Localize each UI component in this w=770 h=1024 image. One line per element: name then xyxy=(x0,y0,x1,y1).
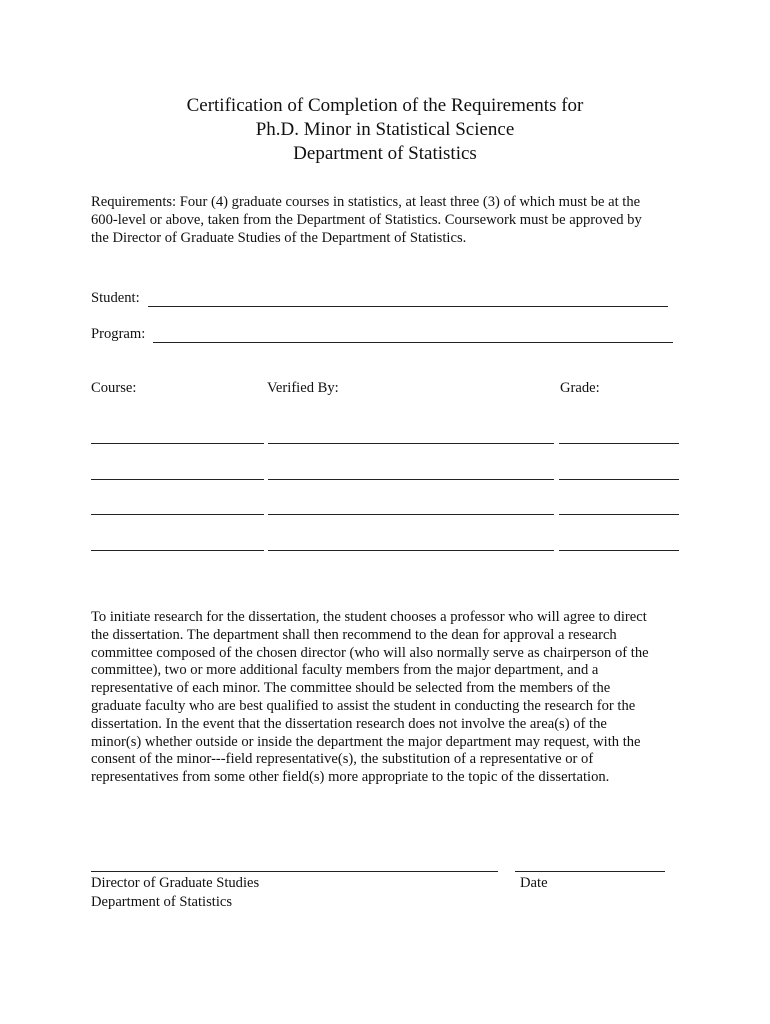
course-blank-2[interactable] xyxy=(91,479,264,480)
verified-blank-3[interactable] xyxy=(268,514,554,515)
dgs-department: Department of Statistics xyxy=(91,894,233,910)
dissertation-paragraph xyxy=(91,609,691,787)
date-label xyxy=(520,874,548,893)
verified-blank-2[interactable] xyxy=(268,479,554,480)
title-line-1: Certification of Completion of the Requirements for xyxy=(186,95,584,116)
course-blank-3[interactable] xyxy=(91,514,264,515)
date-signature-line[interactable] xyxy=(515,871,665,872)
requirements-line: the Director of Graduate Studies of the Department of Statistics. xyxy=(91,229,467,246)
dissertation-line: To initiate research for the dissertation, the student chooses a professor who will agree to direct xyxy=(91,609,647,625)
grade-blank-4[interactable] xyxy=(559,550,679,551)
dissertation-line: committee), two or more additional faculty members from the major department, and a xyxy=(91,662,599,679)
dissertation-line: the dissertation. The department shall then recommend to the dean for approval a research xyxy=(91,626,617,643)
dissertation-line: dissertation. In the event that the dissertation research does not involve the area(s) of the xyxy=(91,715,607,732)
course-blank-4[interactable] xyxy=(91,550,264,551)
course-column-header: Course: xyxy=(91,380,137,396)
program-input-line[interactable] xyxy=(153,328,673,343)
title-line-2: Ph.D. Minor in Statistical Science xyxy=(255,119,515,140)
dissertation-line: consent of the minor---field representative(s), the substitution of a representative or of xyxy=(91,751,594,768)
dgs-signature-label xyxy=(91,874,259,912)
requirements-paragraph xyxy=(91,194,691,247)
requirements-line: Requirements: Four (4) graduate courses in statistics, at least three (3) of which must be at the xyxy=(91,194,641,210)
grade-blank-3[interactable] xyxy=(559,514,679,515)
student-label: Student: xyxy=(91,290,140,306)
program-field-row xyxy=(91,323,673,343)
title-line-3: Department of Statistics xyxy=(293,143,477,164)
requirements-line: 600-level or above, taken from the Department of Statistics. Coursework must be approved by xyxy=(91,211,642,228)
verified-by-column-header: Verified By: xyxy=(267,380,339,396)
program-label: Program: xyxy=(91,326,146,342)
grade-blank-1[interactable] xyxy=(559,443,679,444)
dissertation-line: representatives from some other field(s) more appropriate to the topic of the dissertation. xyxy=(91,769,610,786)
dissertation-line: committee composed of the chosen director (who will also normally serve as chairperson of the xyxy=(91,644,649,661)
dgs-title: Director of Graduate Studies xyxy=(91,875,260,891)
student-field-row xyxy=(91,287,668,307)
course-blank-1[interactable] xyxy=(91,443,264,444)
student-input-line[interactable] xyxy=(148,292,668,307)
grade-column-header: Grade: xyxy=(560,380,600,396)
dissertation-line: representative of each minor. The committee should be selected from the members of the xyxy=(91,680,611,697)
dissertation-line: minor(s) whether outside or inside the department the major department may request, with the xyxy=(91,733,641,750)
dgs-signature-line[interactable] xyxy=(91,871,498,872)
grade-blank-2[interactable] xyxy=(559,479,679,480)
verified-blank-1[interactable] xyxy=(268,443,554,444)
verified-blank-4[interactable] xyxy=(268,550,554,551)
dissertation-line: graduate faculty who are best qualified to assist the student in conducting the research for the xyxy=(91,697,636,714)
date-label-text: Date xyxy=(520,875,548,891)
form-title xyxy=(0,94,770,166)
